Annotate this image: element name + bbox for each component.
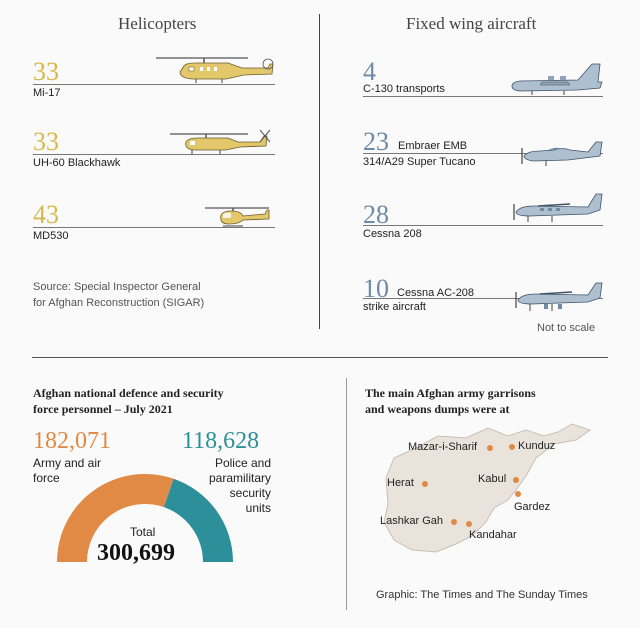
uh60-count: 33	[33, 127, 59, 156]
tucano-label-line1: Embraer EMB	[398, 140, 468, 152]
mi17-label: Mi-17	[33, 87, 61, 99]
mi17-helicopter-icon	[156, 52, 276, 86]
herat-marker	[422, 481, 428, 487]
police-label-line3: security	[229, 486, 271, 500]
city-lashkar-gah: Lashkar Gah	[380, 515, 443, 527]
kabul-marker	[513, 477, 519, 483]
cessna-ac208-aircraft-icon	[512, 280, 606, 318]
tucano-label-line2: 314/A29 Super Tucano	[363, 156, 476, 168]
police-label-line2: paramilitary	[208, 471, 271, 485]
map-title-line1: The main Afghan army garrisons	[365, 386, 536, 400]
mi17-count: 33	[33, 57, 59, 86]
army-value: 182,071	[33, 428, 111, 454]
source-note-line1: Source: Special Inspector General	[33, 281, 201, 293]
fixed-wing-title: Fixed wing aircraft	[406, 14, 537, 33]
super-tucano-aircraft-icon	[518, 138, 606, 170]
city-herat: Herat	[387, 477, 414, 489]
personnel-title-line2: force personnel – July 2021	[33, 402, 173, 416]
city-kabul: Kabul	[478, 473, 507, 485]
gardez-marker	[515, 491, 521, 497]
source-note-line2: for Afghan Reconstruction (SIGAR)	[33, 297, 205, 309]
section-divider	[32, 357, 608, 358]
police-value: 118,628	[182, 428, 260, 454]
city-mazar-i-sharif: Mazar-i-Sharif	[408, 441, 478, 453]
graphic-credit: Graphic: The Times and The Sunday Times	[376, 589, 588, 601]
ac208-count: 10	[363, 274, 389, 303]
police-label-line4: units	[245, 501, 271, 515]
not-to-scale-note: Not to scale	[537, 322, 596, 334]
city-gardez: Gardez	[514, 501, 551, 513]
uh60-helicopter-icon	[168, 124, 274, 156]
md530-helicopter-icon	[203, 200, 273, 228]
kunduz-marker	[509, 444, 515, 450]
column-divider	[319, 14, 320, 329]
cessna208-count: 28	[363, 200, 389, 229]
total-value: 300,699	[97, 540, 175, 566]
md530-count: 43	[33, 200, 59, 229]
kandahar-marker	[466, 521, 472, 527]
personnel-title-line1: Afghan national defence and security	[33, 386, 224, 400]
map-title-line2: and weapons dumps were at	[365, 402, 510, 416]
uh60-label: UH-60 Blackhawk	[33, 157, 121, 169]
c130-count: 4	[363, 57, 376, 86]
city-kunduz: Kunduz	[518, 440, 556, 452]
c130-label: C-130 transports	[363, 83, 445, 95]
army-label-line2: force	[33, 471, 60, 485]
cessna208-aircraft-icon	[510, 190, 606, 230]
bottom-column-divider	[346, 378, 347, 610]
tucano-count: 23	[363, 127, 389, 156]
md530-label: MD530	[33, 230, 69, 242]
city-kandahar: Kandahar	[469, 529, 517, 541]
c130-aircraft-icon	[508, 56, 606, 98]
ac208-label-line2: strike aircraft	[363, 301, 426, 313]
cessna208-label: Cessna 208	[363, 228, 422, 240]
ac208-label-line1: Cessna AC-208	[397, 287, 475, 299]
lashkar-gah-marker	[451, 519, 457, 525]
mazar-i-sharif-marker	[487, 445, 493, 451]
helicopters-title: Helicopters	[118, 14, 197, 33]
total-label: Total	[130, 525, 156, 539]
police-label-line1: Police and	[214, 456, 271, 470]
army-label-line1: Army and air	[33, 456, 102, 470]
